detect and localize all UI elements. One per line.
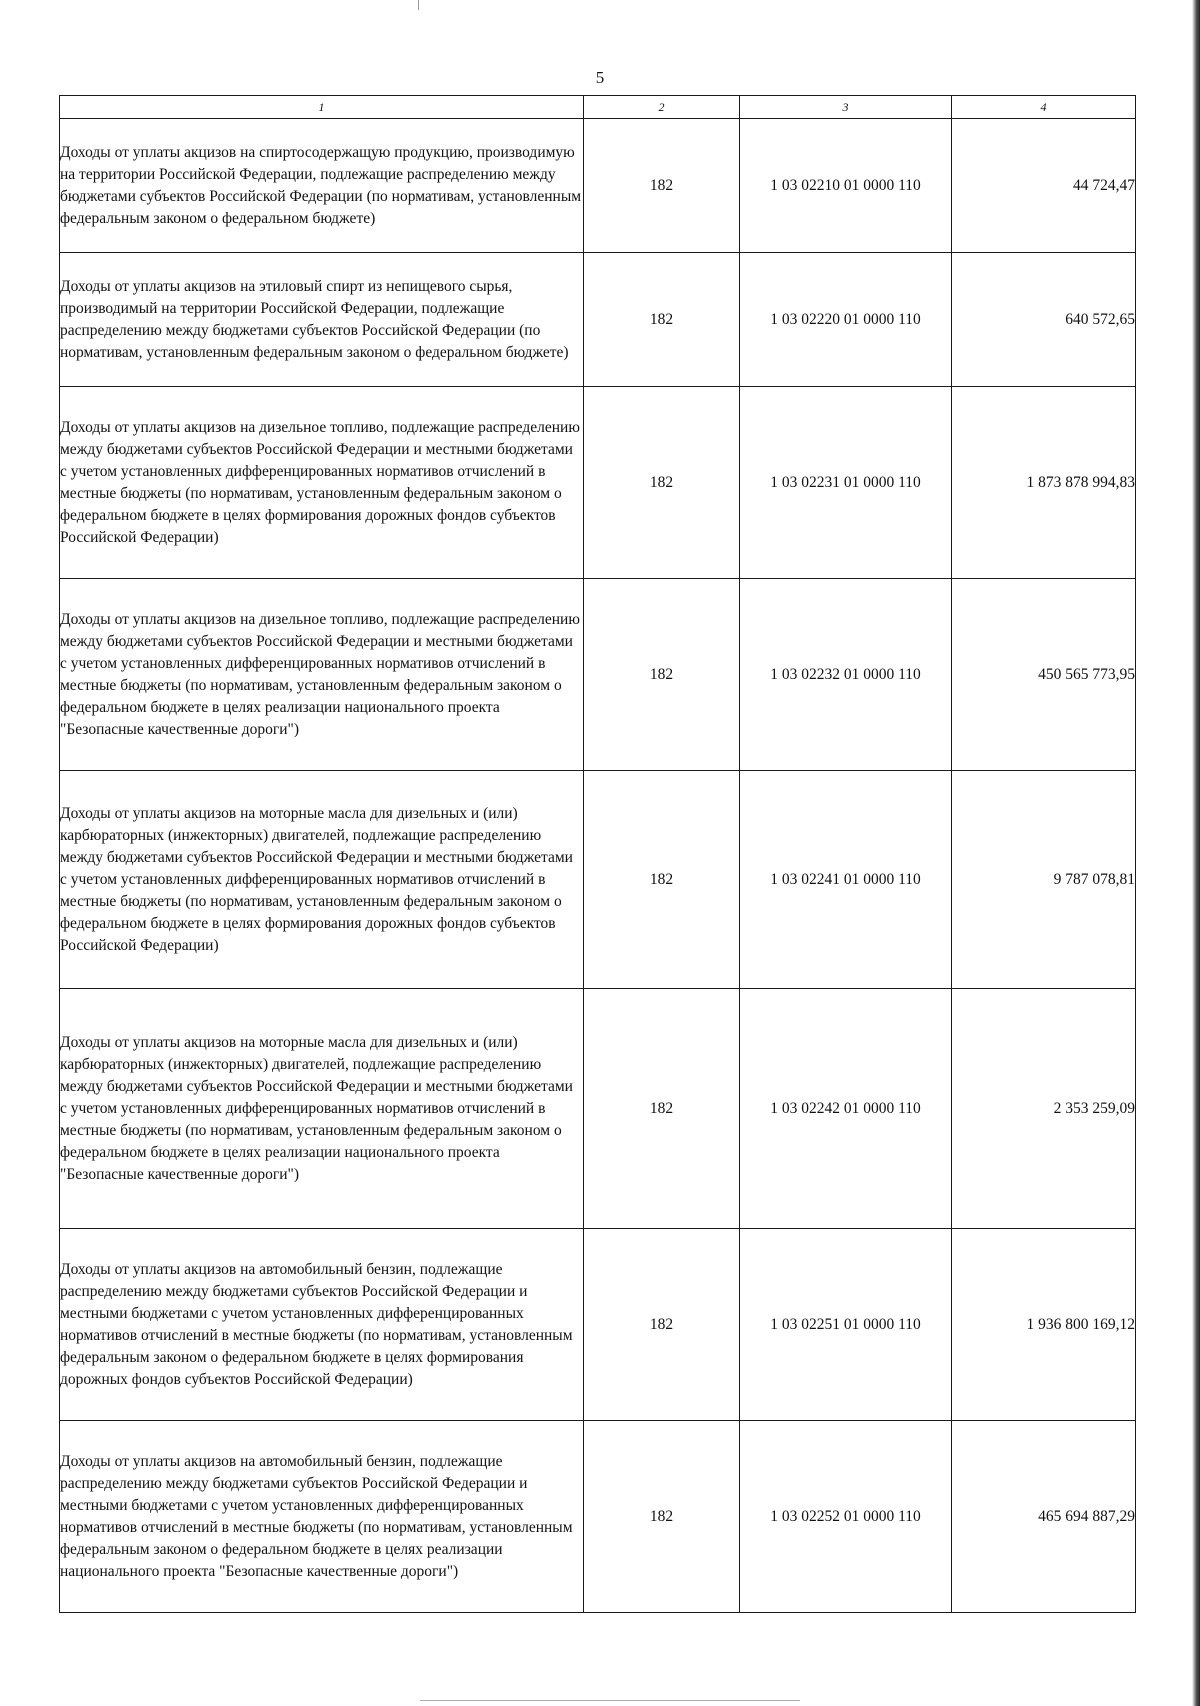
scan-artifact-bottom-line	[420, 1700, 800, 1701]
income-amount: 1 936 800 169,12	[952, 1229, 1136, 1421]
income-amount: 640 572,65	[952, 253, 1136, 387]
income-description: Доходы от уплаты акцизов на спиртосодержащую продукцию, производимую на территории Российской Федерации, подлежащие распределению между бюджетами субъектов Российской Федерации (по нормативам, установленным федеральным законом о федеральном бюджете)	[60, 119, 584, 253]
table-row	[60, 771, 1136, 989]
table-row	[60, 119, 1136, 253]
budget-classification-code: 1 03 02231 01 0000 110	[740, 387, 952, 579]
scan-artifact-top-tick	[418, 0, 419, 10]
administrator-code: 182	[584, 771, 740, 989]
table-row	[60, 579, 1136, 771]
column-number-2: 2	[584, 96, 740, 119]
administrator-code: 182	[584, 1421, 740, 1613]
income-amount: 465 694 887,29	[952, 1421, 1136, 1613]
income-description: Доходы от уплаты акцизов на моторные масла для дизельных и (или) карбюраторных (инжекторных) двигателей, подлежащие распределению между бюджетами субъектов Российской Федерации и местными бюджетами с учетом установленных дифференцированных нормативов отчислений в местные бюджеты (по нормативам, установленным федеральным законом о федеральном бюджете в целях формирования дорожных фондов субъектов Российской Федерации)	[60, 771, 584, 989]
income-amount: 44 724,47	[952, 119, 1136, 253]
table-row	[60, 387, 1136, 579]
administrator-code: 182	[584, 579, 740, 771]
column-number-header-row	[60, 96, 1136, 119]
budget-classification-code: 1 03 02232 01 0000 110	[740, 579, 952, 771]
page-number: 5	[595, 68, 605, 87]
income-amount: 1 873 878 994,83	[952, 387, 1136, 579]
administrator-code: 182	[584, 387, 740, 579]
table-row	[60, 989, 1136, 1229]
administrator-code: 182	[584, 253, 740, 387]
table-row	[60, 1421, 1136, 1613]
budget-classification-code: 1 03 02210 01 0000 110	[740, 119, 952, 253]
income-description: Доходы от уплаты акцизов на дизельное топливо, подлежащие распределению между бюджетами субъектов Российской Федерации и местными бюджетами с учетом установленных дифференцированных нормативов отчислений в местные бюджеты (по нормативам, установленным федеральным законом о федеральном бюджете в целях реализации национального проекта "Безопасные качественные дороги")	[60, 579, 584, 771]
income-description: Доходы от уплаты акцизов на этиловый спирт из непищевого сырья, производимый на территории Российской Федерации, подлежащие распределению между бюджетами субъектов Российской Федерации (по нормативам, установленным федеральным законом о федеральном бюджете)	[60, 253, 584, 387]
income-description: Доходы от уплаты акцизов на дизельное топливо, подлежащие распределению между бюджетами субъектов Российской Федерации и местными бюджетами с учетом установленных дифференцированных нормативов отчислений в местные бюджеты (по нормативам, установленным федеральным законом о федеральном бюджете в целях формирования дорожных фондов субъектов Российской Федерации)	[60, 387, 584, 579]
income-amount: 9 787 078,81	[952, 771, 1136, 989]
budget-classification-code: 1 03 02252 01 0000 110	[740, 1421, 952, 1613]
administrator-code: 182	[584, 989, 740, 1229]
administrator-code: 182	[584, 1229, 740, 1421]
income-description: Доходы от уплаты акцизов на моторные масла для дизельных и (или) карбюраторных (инжекторных) двигателей, подлежащие распределению между бюджетами субъектов Российской Федерации и местными бюджетами с учетом установленных дифференцированных нормативов отчислений в местные бюджеты (по нормативам, установленным федеральным законом о федеральном бюджете в целях реализации национального проекта "Безопасные качественные дороги")	[60, 989, 584, 1229]
column-number-1: 1	[60, 96, 584, 119]
income-description: Доходы от уплаты акцизов на автомобильный бензин, подлежащие распределению между бюджетами субъектов Российской Федерации и местными бюджетами с учетом установленных дифференцированных нормативов отчислений в местные бюджеты (по нормативам, установленным федеральным законом о федеральном бюджете в целях формирования дорожных фондов субъектов Российской Федерации)	[60, 1229, 584, 1421]
column-number-4: 4	[952, 96, 1136, 119]
income-amount: 450 565 773,95	[952, 579, 1136, 771]
revenue-table	[59, 95, 1136, 1613]
column-number-3: 3	[740, 96, 952, 119]
income-amount: 2 353 259,09	[952, 989, 1136, 1229]
budget-classification-code: 1 03 02242 01 0000 110	[740, 989, 952, 1229]
administrator-code: 182	[584, 119, 740, 253]
table-row	[60, 253, 1136, 387]
budget-classification-code: 1 03 02241 01 0000 110	[740, 771, 952, 989]
table-row	[60, 1229, 1136, 1421]
budget-classification-code: 1 03 02220 01 0000 110	[740, 253, 952, 387]
income-description: Доходы от уплаты акцизов на автомобильный бензин, подлежащие распределению между бюджетами субъектов Российской Федерации и местными бюджетами с учетом установленных дифференцированных нормативов отчислений в местные бюджеты (по нормативам, установленным федеральным законом о федеральном бюджете в целях реализации национального проекта "Безопасные качественные дороги")	[60, 1421, 584, 1613]
budget-classification-code: 1 03 02251 01 0000 110	[740, 1229, 952, 1421]
scan-artifact-right-edge	[1192, 0, 1200, 1706]
